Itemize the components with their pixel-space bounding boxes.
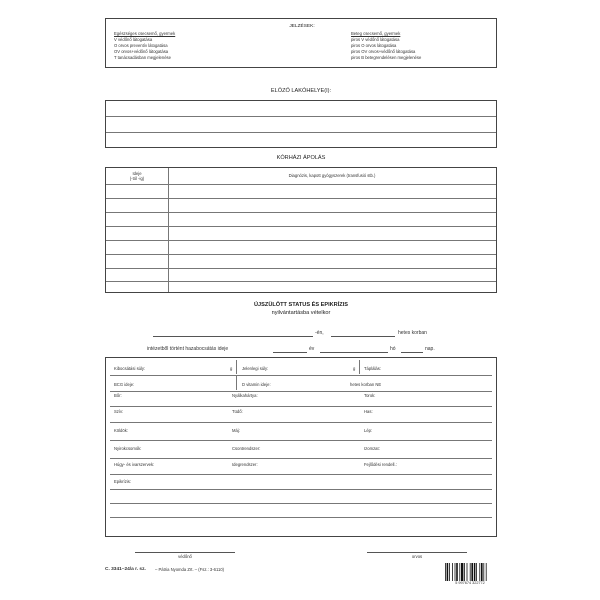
day-blank[interactable] — [401, 352, 423, 353]
row-line — [110, 503, 492, 504]
genitourinary-label: Húgy- és ivarszervek: — [114, 462, 155, 467]
legend-left-item: T tanácsadásban megjelenése — [114, 55, 171, 60]
row-line — [106, 132, 496, 133]
heart-label: Szív: — [114, 409, 124, 414]
hospital-table[interactable] — [105, 167, 497, 293]
form-code: C. 3341–24/a r. sz. — [105, 567, 146, 572]
form-sheet — [105, 14, 497, 586]
legend-right-item: piros B betegrendelésen megjelenése — [351, 55, 422, 60]
mucosa-label: Nyálkahártya: — [232, 393, 258, 398]
col-date-header: Ideje — [132, 171, 142, 176]
weeks-ne-label: hetes korban NE — [350, 382, 382, 387]
legend-box — [105, 18, 497, 68]
feeding-label: Táplálás: — [364, 366, 381, 371]
legend-title: JELZÉSEK: — [289, 24, 315, 29]
row-line — [110, 422, 492, 423]
malformation-label: Fejlődési rendell.: — [364, 462, 397, 467]
row-line — [110, 474, 492, 475]
row-line — [106, 212, 496, 213]
legend-right-heading: Beteg csecsemő, gyermek — [351, 31, 401, 36]
bcg-label: BCG ideje: — [114, 382, 135, 387]
doctor-signature-label: orvos — [411, 554, 423, 559]
column-divider — [168, 168, 169, 292]
muscles-label: Izomzat: — [364, 446, 380, 451]
throat-label: Torok: — [364, 393, 376, 398]
weeks-label: hetes korban — [398, 330, 427, 336]
row-line — [110, 517, 492, 518]
row-line — [106, 268, 496, 269]
weeks-blank[interactable] — [331, 336, 395, 337]
prev-residence-title: ELŐZŐ LAKÓHELYE(I): — [270, 88, 332, 94]
lungs-label: Tüdő: — [232, 409, 243, 414]
publisher: – Pátria Nyomda Zrt. – (Fsz.: 3-6110) — [155, 567, 225, 572]
date-blank[interactable] — [153, 336, 313, 337]
cell-divider — [236, 360, 237, 374]
birth-weight-label: Kibocsátási súly: — [114, 366, 146, 371]
birth-weight-unit: g — [230, 366, 233, 371]
year-blank[interactable] — [320, 352, 388, 353]
skin-label: Bőr: — [114, 393, 122, 398]
col-diagnosis-header: Diagnózis, kapott gyógyszerek (transfusió stb.) — [288, 173, 376, 178]
hospital-title: KÓRHÁZI ÁPOLÁS — [276, 155, 326, 161]
abdomen-label: Has: — [364, 409, 373, 414]
row-line — [106, 254, 496, 255]
newborn-subtitle: nyilvántartásba vételkor — [271, 310, 331, 316]
discharge-label: intézetből történt hazabocsátás ideje — [147, 346, 229, 352]
legend-left-item: O orvos preventív látogatása — [114, 43, 168, 48]
legend-left-item: OV orvos+védőnő látogatása — [114, 49, 169, 54]
discharge-blank-1[interactable] — [273, 352, 307, 353]
newborn-title: ÚJSZÜLÖTT STATUS ÉS EPIKRÍZIS — [254, 302, 348, 308]
legend-left-heading: Egészséges csecsemő, gyermek — [114, 31, 176, 36]
barcode-icon — [445, 563, 495, 581]
spleen-label: Lép: — [364, 428, 373, 433]
doctor-signature-line[interactable] — [367, 552, 467, 553]
legend-right-item: piros OV orvos+védőnő látogatása — [351, 49, 416, 54]
skeleton-label: Csontrendszer: — [232, 446, 261, 451]
row-line — [110, 489, 492, 490]
legend-right-item: piros O orvos látogatása — [351, 43, 397, 48]
liver-label: Máj: — [232, 428, 240, 433]
row-line — [106, 226, 496, 227]
nurse-signature-label: védőnő — [178, 554, 192, 559]
col-date-header-sub: (-tól -ig) — [129, 176, 145, 181]
vitamin-d-label: D vitamin ideje: — [242, 382, 271, 387]
day-label: nap. — [425, 346, 435, 352]
row-line — [106, 240, 496, 241]
barcode-number: 5 997674 322772 — [455, 581, 485, 585]
legend-left-item: V védőnő látogatása — [114, 37, 153, 42]
header-line — [106, 184, 496, 185]
nurse-signature-line[interactable] — [135, 552, 235, 553]
date-suffix: -én, — [315, 330, 324, 336]
row-line — [106, 198, 496, 199]
row-line — [106, 116, 496, 117]
cell-divider — [359, 360, 360, 374]
lymph-nodes-label: Nyirokcsomók: — [114, 446, 142, 451]
row-line — [106, 281, 496, 282]
row-line — [110, 391, 492, 392]
row-line — [110, 440, 492, 441]
month-label: hó — [390, 346, 396, 352]
nervous-system-label: Idegrendszer: — [232, 462, 258, 467]
epicrisis-label: Epikrízis: — [114, 479, 131, 484]
status-box[interactable] — [105, 357, 497, 537]
year-label: év — [309, 346, 315, 352]
row-line — [110, 458, 492, 459]
navel-label: Köldök: — [114, 428, 128, 433]
row-line — [110, 406, 492, 407]
current-weight-label: Jelenlegi súly: — [242, 366, 269, 371]
legend-right-item: piros V védőnő látogatása — [351, 37, 400, 42]
row-line — [110, 375, 492, 376]
prev-residence-box[interactable] — [105, 100, 497, 148]
current-weight-unit: g — [353, 366, 356, 371]
cell-divider — [236, 376, 237, 390]
